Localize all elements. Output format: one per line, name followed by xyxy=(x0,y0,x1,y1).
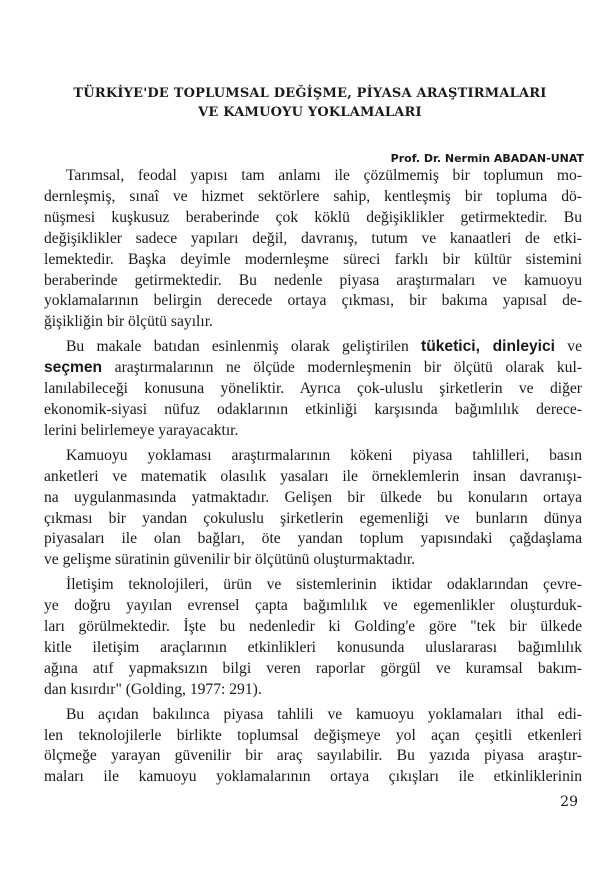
text-line: ölçmeğe yarayan güvenilir bir araç sayılabilir. Bu yazıda piyasa araştır- xyxy=(44,747,582,765)
page-number: 29 xyxy=(560,794,578,810)
paragraph-5 xyxy=(44,705,582,789)
text-line: İletişim teknolojileri, ürün ve sistemlerinin iktidar odaklarından çevre- xyxy=(66,576,582,594)
text-line: çıkması bir yandan çokuluslu şirketlerin egemenliği ve bunların dünya xyxy=(44,509,582,527)
article-body xyxy=(44,166,582,792)
article-title xyxy=(40,84,580,122)
text-line xyxy=(44,358,582,379)
author-name: Prof. Dr. Nermin ABADAN-UNAT xyxy=(390,152,584,165)
text-run: Bu makale batıdan esinlenmiş olarak geliştirilen xyxy=(66,338,421,356)
text-line: ğişikliğin bir ölçütü sayılır. xyxy=(44,313,213,331)
text-line: ları görülmektedir. İşte bu nedenledir ki Golding'e göre "tek bir ülkede xyxy=(44,618,582,636)
text-run: araştırmalarının ne ölçüde modernleşmenin bir ölçütü olarak kul- xyxy=(102,359,582,377)
text-line: na uygulanmasında yatmaktadır. Gelişen bir ülkede bu konuların ortaya xyxy=(44,488,582,506)
text-line: kitle iletişim araçlarının etkinlikleri konusunda uluslararası bağımlılık xyxy=(44,638,582,656)
text-line: ve gelişme süratinin güvenilir bir ölçütünü oluşturmaktadır. xyxy=(44,551,416,569)
text-line: değişiklikler sadece yapıları değil, davranış, tutum ve kanaatleri de etki- xyxy=(44,229,582,247)
text-line: Kamuoyu yoklaması araştırmalarının kökeni piyasa tahlilleri, basın xyxy=(66,446,582,464)
text-line: dernleşmiş, sınaî ve hizmet sektörlere sahip, kentleşmiş bir topluma dö- xyxy=(44,187,582,205)
text-line: lemektedir. Başka deyimle modernleşme süreci farklı bir kültür sistemini xyxy=(44,250,582,268)
text-line: ye doğru yayılan evrensel çapta bağımlılık ve egemenlikler oluşturduk- xyxy=(44,597,582,615)
text-line: nüşmesi kuşkusuz beraberinde çok köklü değişiklikler getirmektedir. Bu xyxy=(44,208,582,226)
text-line: beraberinde getirmektedir. Bu nedenle piyasa araştırmaları ve kamuoyu xyxy=(44,271,582,289)
text-line: piyasaları ile olan bağları, öte yandan toplum yapısındaki çağdaşlama xyxy=(44,530,582,548)
text-line: ağına atıf yapmaksızın bilgi veren raporlar görgül ve kuramsal bakım- xyxy=(44,659,582,677)
text-line xyxy=(66,337,582,358)
text-line: dan kısırdır" (Golding, 1977: 291). xyxy=(44,680,262,698)
title-line-2: VE KAMUOYU YOKLAMALARI xyxy=(198,105,422,120)
text-line: anketleri ve matematik olasılık yasaları ile örneklemlerin insan davranışı- xyxy=(44,467,582,485)
text-line: Bu açıdan bakılınca piyasa tahlili ve kamuoyu yoklamaları ithal edi- xyxy=(66,705,582,723)
text-line: maları ile kamuoyu yoklamalarının ortaya çıkışları ile etkinliklerinin xyxy=(44,768,582,786)
text-line: yoklamalarının belirgin derecede ortaya çıkması, bir bakıma yapısal de- xyxy=(44,292,582,310)
text-line: ekonomik-siyasi nüfuz odaklarının etkinliği karşısında bağımlılık derece- xyxy=(44,400,582,418)
bold-term: seçmen xyxy=(44,359,103,377)
paragraph-1 xyxy=(44,166,582,333)
title-line-1: TÜRKİYE'DE TOPLUMSAL DEĞİŞME, PİYASA ARAŞTIRMALARI xyxy=(73,86,547,101)
paragraph-4 xyxy=(44,575,582,700)
text-line: len teknolojilerle birlikte toplumsal değişmeye yol açan çeşitli etkenleri xyxy=(44,726,582,744)
text-line: lerini belirlemeye yarayacaktır. xyxy=(44,421,239,439)
text-run: ve xyxy=(555,338,582,356)
paragraph-2 xyxy=(44,337,582,442)
paragraph-3 xyxy=(44,446,582,571)
text-line: Tarımsal, feodal yapısı tam anlamı ile çözülmemiş bir toplumun mo- xyxy=(66,167,582,184)
bold-term: tüketici, dinleyici xyxy=(421,338,556,356)
text-line: lanılabileceği konusuna yöneliktir. Ayrıca çok-uluslu şirketlerin ve diğer xyxy=(44,380,582,398)
